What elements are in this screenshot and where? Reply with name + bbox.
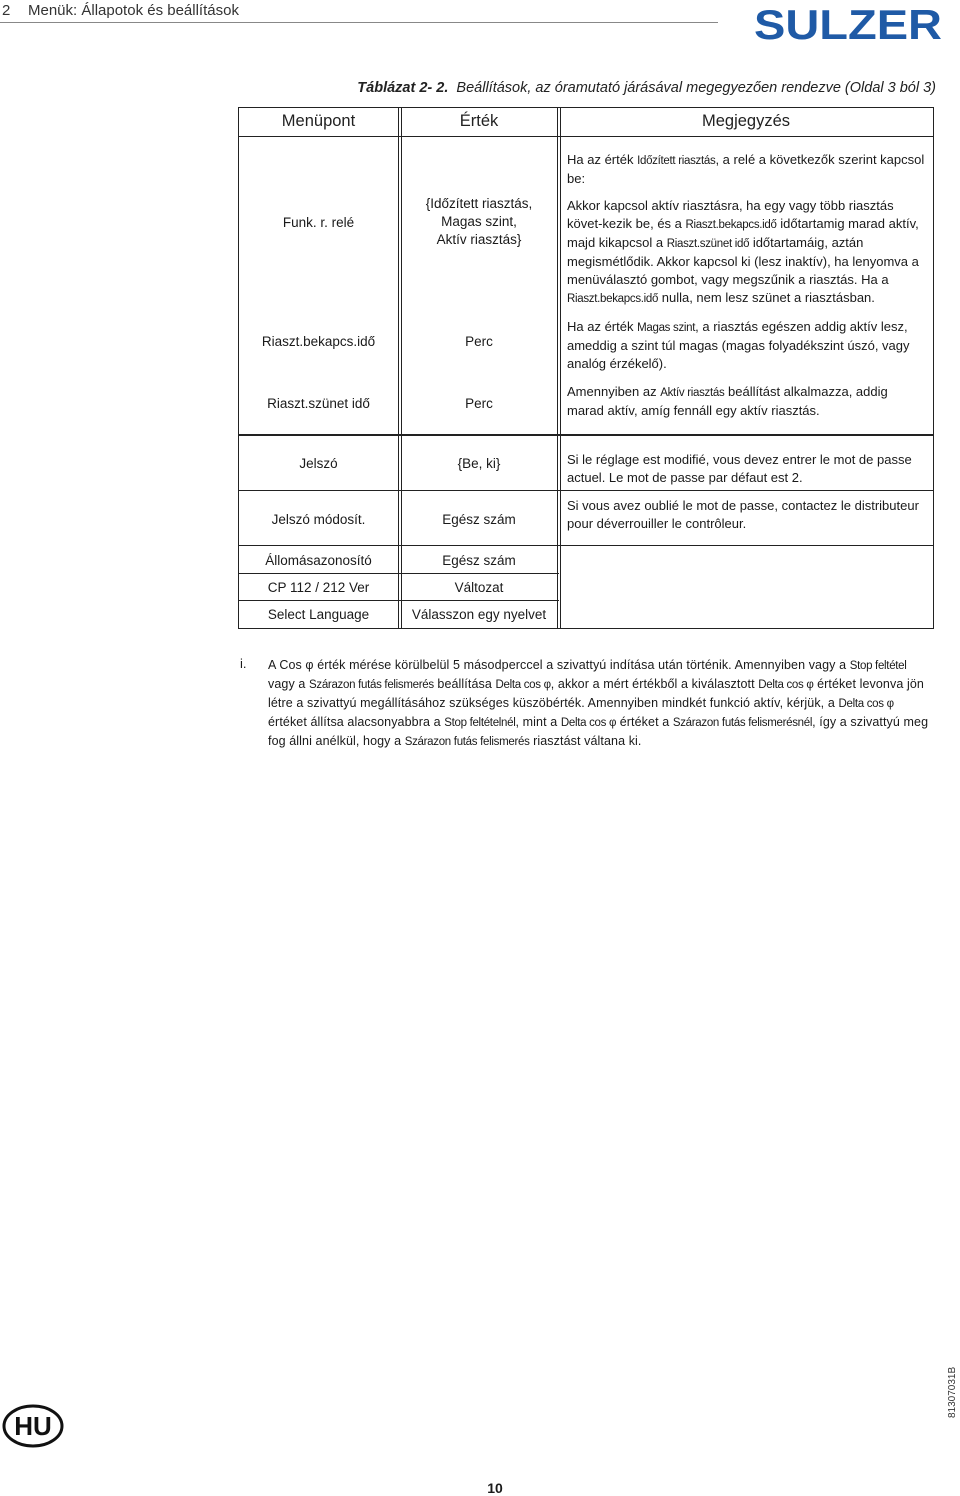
table-group-password [238,434,934,546]
note-timed-detail: Akkor kapcsol aktív riasztásra, ha egy vagy több riasztás követ-kezik be, és a Riaszt.bekapcs.idő időtartamig marad aktív, majd kikapcsol a Riaszt.szünet idő időtartamáig, aztán megismétlődik. Akkor kapcsol ki (lesz inaktív), ha lenyomva a menüválasztó gombot, vagy megszűnik a riasztás. Ha a Riaszt.bekapcs.idő nulla, nem lesz szünet a riasztásban. [567,198,919,305]
menu-riaszt-bekapcs: Riaszt.bekapcs.idő [261,334,376,349]
table-group-relay [238,136,934,436]
table-group-station [238,545,934,629]
value-allomasazonosito: Egész szám [442,553,516,568]
menu-cp-version: CP 112 / 212 Ver [267,580,370,595]
value-perc-2: Perc [465,396,493,411]
chapter-number: 2 [2,2,11,19]
country-badge [2,1404,64,1448]
table-header [238,107,934,137]
note-active-alarm: Amennyiben az Aktív riasztás beállítást alkalmazza, addig marad aktív, amíg fennáll egy aktív riasztás. [567,384,888,418]
value-perc-1: Perc [465,334,493,349]
value-valtozat: Változat [454,580,504,595]
document-number-text: 81307031B [947,1366,958,1418]
value-relay-options [401,195,557,249]
note-high-level: Ha az érték Magas szint, a riasztás egészen addig aktív lesz, ameddig a szint túl magas (magas folyadékszint úszó, vagy analóg érzékelő). [567,319,910,371]
value-jelszo-modosit: Egész szám [442,512,516,527]
value-option-timed: {Időzített riasztás, [425,196,533,211]
header-menupont: Menüpont [281,112,356,130]
menu-jelszo-modosit: Jelszó módosít. [271,512,366,527]
value-language: Válasszon egy nyelvet [411,607,547,622]
header-megjegyzes: Megjegyzés [701,112,791,130]
menu-select-language: Select Language [267,607,370,622]
caption-text: Beállítások, az óramutató járásával megegyezően rendezve (Oldal 3 ból 3) [456,80,936,96]
country-badge-text: HU [14,1411,52,1441]
footnote-text: A Cos φ érték mérése körülbelül 5 másodperccel a szivattyú indítása után történik. Amennyiben vagy a Stop feltétel vagy a Szárazon futás felismerés beállítása Delta cos φ, akkor a mért értékből a kiválasztott Delta cos φ értéket levonva jön létre a szivattyú megállításához szükséges küszöbérték. Amennyiben mindkét funkció aktív, kérjük, a Delta cos φ értéket állítsa alacsonyabbra a Stop feltételnél, mint a Delta cos φ értéket a Szárazon futás felismerésnél, így a szivattyú meg fog állni anélkül, hogy a Szárazon futás felismerés riasztást váltana ki. [268,658,929,748]
note-jelszo: Si le réglage est modifié, vous devez entrer le mot de passe actuel. Le mot de passe par défaut est 2. [567,452,912,485]
menu-jelszo: Jelszó [299,456,338,471]
header-rule [0,22,718,23]
menu-riaszt-szunet: Riaszt.szünet idő [267,396,370,411]
menu-allomasazonosito: Állomásazonosító [265,553,372,568]
sulzer-logo [752,4,944,44]
document-number [940,1340,960,1420]
chapter-title: Menük: Állapotok és beállítások [28,2,239,19]
caption-label: Táblázat 2- 2. [357,80,449,96]
table-caption [0,80,936,96]
value-option-active: Aktív riasztás} [436,232,522,247]
menu-funk-rele: Funk. r. relé [282,215,355,230]
page-number: 10 [487,1480,503,1496]
note-timed-intro: Ha az érték Időzített riasztás, a relé a következők szerint kapcsol be: [567,152,925,186]
value-option-high: Magas szint, [441,214,517,229]
header-ertek: Érték [459,112,499,130]
sulzer-logo-text: SULZER [754,4,942,44]
footnote-marker: i. [240,656,247,671]
note-jelszo-modosit: Si vous avez oublié le mot de passe, contactez le distributeur pour déverrouiller le contrôleur. [567,498,919,531]
value-jelszo: {Be, ki} [457,456,501,471]
